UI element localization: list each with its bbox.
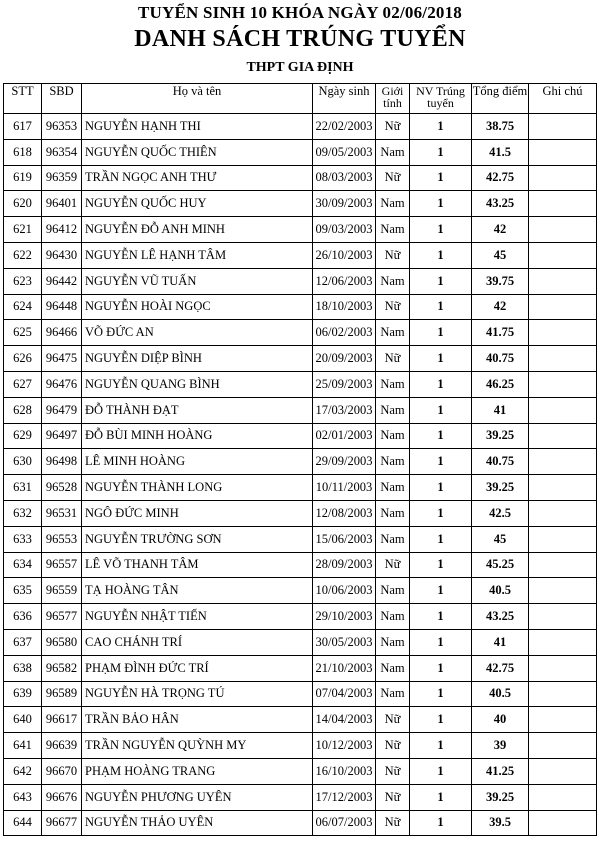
cell-dob: 29/09/2003 [313, 449, 376, 475]
cell-name: NGUYỄN THẢO UYÊN [82, 810, 313, 836]
cell-score: 40.5 [472, 681, 529, 707]
cell-name: TRẦN NGUYỄN QUỲNH MY [82, 733, 313, 759]
cell-nv: 1 [410, 629, 472, 655]
cell-sbd: 96354 [42, 139, 82, 165]
table-row [4, 268, 597, 294]
cell-gender: Nữ [376, 707, 410, 733]
cell-sbd: 96476 [42, 371, 82, 397]
cell-stt: 625 [4, 320, 42, 346]
cell-nv: 1 [410, 114, 472, 140]
cell-gender: Nam [376, 397, 410, 423]
cell-nv: 1 [410, 758, 472, 784]
cell-name: PHẠM HOÀNG TRANG [82, 758, 313, 784]
cell-sbd: 96466 [42, 320, 82, 346]
table-row [4, 707, 597, 733]
cell-score: 43.25 [472, 191, 529, 217]
cell-gender: Nữ [376, 114, 410, 140]
cell-dob: 17/03/2003 [313, 397, 376, 423]
cell-stt: 621 [4, 217, 42, 243]
cell-nv: 1 [410, 552, 472, 578]
cell-note [529, 604, 597, 630]
cell-gender: Nữ [376, 810, 410, 836]
cell-sbd: 96582 [42, 655, 82, 681]
cell-stt: 633 [4, 526, 42, 552]
cell-score: 39.25 [472, 475, 529, 501]
cell-gender: Nam [376, 500, 410, 526]
cell-stt: 643 [4, 784, 42, 810]
cell-sbd: 96589 [42, 681, 82, 707]
cell-sbd: 96359 [42, 165, 82, 191]
cell-nv: 1 [410, 346, 472, 372]
table-row [4, 449, 597, 475]
cell-gender: Nam [376, 217, 410, 243]
cell-note [529, 629, 597, 655]
cell-name: NGUYỄN QUỐC THIÊN [82, 139, 313, 165]
table-row [4, 139, 597, 165]
cell-gender: Nữ [376, 346, 410, 372]
cell-gender: Nam [376, 578, 410, 604]
cell-stt: 627 [4, 371, 42, 397]
cell-sbd: 96412 [42, 217, 82, 243]
cell-gender: Nữ [376, 784, 410, 810]
cell-nv: 1 [410, 320, 472, 346]
cell-dob: 10/11/2003 [313, 475, 376, 501]
cell-note [529, 397, 597, 423]
cell-name: PHẠM ĐÌNH ĐỨC TRÍ [82, 655, 313, 681]
cell-sbd: 96430 [42, 242, 82, 268]
cell-name: NGUYỄN QUỐC HUY [82, 191, 313, 217]
admission-table [3, 83, 597, 836]
cell-sbd: 96559 [42, 578, 82, 604]
table-row [4, 526, 597, 552]
cell-dob: 08/03/2003 [313, 165, 376, 191]
cell-score: 41.75 [472, 320, 529, 346]
cell-gender: Nam [376, 371, 410, 397]
cell-nv: 1 [410, 655, 472, 681]
table-row [4, 810, 597, 836]
cell-score: 39.75 [472, 268, 529, 294]
table-row [4, 320, 597, 346]
cell-note [529, 139, 597, 165]
cell-gender: Nam [376, 604, 410, 630]
cell-sbd: 96497 [42, 423, 82, 449]
cell-name: TẠ HOÀNG TÂN [82, 578, 313, 604]
cell-gender: Nữ [376, 733, 410, 759]
table-row [4, 242, 597, 268]
table-body [4, 114, 597, 836]
column-header-gender: Giới tính [376, 84, 410, 114]
cell-dob: 25/09/2003 [313, 371, 376, 397]
cell-dob: 30/09/2003 [313, 191, 376, 217]
cell-sbd: 96401 [42, 191, 82, 217]
cell-dob: 30/05/2003 [313, 629, 376, 655]
cell-dob: 16/10/2003 [313, 758, 376, 784]
cell-score: 42 [472, 217, 529, 243]
cell-nv: 1 [410, 165, 472, 191]
cell-note [529, 191, 597, 217]
cell-note [529, 165, 597, 191]
cell-name: TRẦN NGỌC ANH THƯ [82, 165, 313, 191]
column-header-score: Tổng điểm [472, 84, 529, 114]
table-row [4, 784, 597, 810]
cell-nv: 1 [410, 526, 472, 552]
school-name: THPT GIA ĐỊNH [246, 60, 354, 75]
cell-note [529, 449, 597, 475]
cell-dob: 17/12/2003 [313, 784, 376, 810]
table-row [4, 604, 597, 630]
cell-score: 40.5 [472, 578, 529, 604]
cell-dob: 12/06/2003 [313, 268, 376, 294]
column-header-stt: STT [4, 84, 42, 114]
document-heading: TUYỂN SINH 10 KHÓA NGÀY 02/06/2018 [137, 3, 462, 22]
cell-name: NGÔ ĐỨC MINH [82, 500, 313, 526]
table-row [4, 423, 597, 449]
cell-gender: Nữ [376, 552, 410, 578]
cell-gender: Nam [376, 475, 410, 501]
cell-score: 39.25 [472, 784, 529, 810]
cell-nv: 1 [410, 423, 472, 449]
cell-note [529, 707, 597, 733]
cell-name: LÊ VÕ THANH TÂM [82, 552, 313, 578]
cell-dob: 26/10/2003 [313, 242, 376, 268]
cell-sbd: 96531 [42, 500, 82, 526]
cell-score: 45 [472, 526, 529, 552]
cell-score: 39.25 [472, 423, 529, 449]
table-row [4, 681, 597, 707]
cell-gender: Nam [376, 139, 410, 165]
cell-dob: 06/07/2003 [313, 810, 376, 836]
cell-sbd: 96448 [42, 294, 82, 320]
cell-sbd: 96580 [42, 629, 82, 655]
cell-score: 41.5 [472, 139, 529, 165]
cell-nv: 1 [410, 681, 472, 707]
cell-nv: 1 [410, 139, 472, 165]
cell-name: CAO CHÁNH TRÍ [82, 629, 313, 655]
cell-note [529, 423, 597, 449]
cell-dob: 10/06/2003 [313, 578, 376, 604]
column-header-name: Họ và tên [82, 84, 313, 114]
cell-note [529, 294, 597, 320]
table-row [4, 758, 597, 784]
cell-score: 41.25 [472, 758, 529, 784]
cell-dob: 22/02/2003 [313, 114, 376, 140]
cell-sbd: 96498 [42, 449, 82, 475]
cell-gender: Nữ [376, 758, 410, 784]
cell-stt: 630 [4, 449, 42, 475]
cell-nv: 1 [410, 500, 472, 526]
cell-stt: 636 [4, 604, 42, 630]
cell-name: NGUYỄN VŨ TUẤN [82, 268, 313, 294]
cell-stt: 631 [4, 475, 42, 501]
column-header-sbd: SBD [42, 84, 82, 114]
cell-dob: 15/06/2003 [313, 526, 376, 552]
table-header-row [4, 84, 597, 114]
cell-sbd: 96676 [42, 784, 82, 810]
cell-nv: 1 [410, 217, 472, 243]
table-row [4, 371, 597, 397]
cell-score: 43.25 [472, 604, 529, 630]
cell-dob: 06/02/2003 [313, 320, 376, 346]
column-header-dob: Ngày sinh [313, 84, 376, 114]
cell-note [529, 371, 597, 397]
cell-dob: 14/04/2003 [313, 707, 376, 733]
cell-note [529, 346, 597, 372]
cell-note [529, 320, 597, 346]
cell-note [529, 217, 597, 243]
cell-score: 42.75 [472, 165, 529, 191]
cell-nv: 1 [410, 242, 472, 268]
cell-gender: Nam [376, 681, 410, 707]
cell-nv: 1 [410, 449, 472, 475]
cell-name: NGUYỄN NHẬT TIẾN [82, 604, 313, 630]
cell-gender: Nam [376, 423, 410, 449]
cell-score: 45.25 [472, 552, 529, 578]
cell-note [529, 784, 597, 810]
cell-nv: 1 [410, 707, 472, 733]
cell-name: ĐỖ BÙI MINH HOÀNG [82, 423, 313, 449]
cell-dob: 12/08/2003 [313, 500, 376, 526]
cell-dob: 07/04/2003 [313, 681, 376, 707]
cell-nv: 1 [410, 294, 472, 320]
cell-sbd: 96639 [42, 733, 82, 759]
cell-name: VÕ ĐỨC AN [82, 320, 313, 346]
cell-score: 40 [472, 707, 529, 733]
table-row [4, 217, 597, 243]
cell-score: 40.75 [472, 346, 529, 372]
table-row [4, 114, 597, 140]
table-row [4, 475, 597, 501]
cell-gender: Nam [376, 449, 410, 475]
cell-dob: 10/12/2003 [313, 733, 376, 759]
cell-name: TRẦN BẢO HÂN [82, 707, 313, 733]
cell-name: LÊ MINH HOÀNG [82, 449, 313, 475]
cell-name: NGUYỄN ĐỖ ANH MINH [82, 217, 313, 243]
table-row [4, 578, 597, 604]
cell-nv: 1 [410, 784, 472, 810]
cell-sbd: 96479 [42, 397, 82, 423]
cell-stt: 620 [4, 191, 42, 217]
table-row [4, 165, 597, 191]
cell-note [529, 681, 597, 707]
cell-score: 42.75 [472, 655, 529, 681]
cell-score: 40.75 [472, 449, 529, 475]
cell-name: ĐỖ THÀNH ĐẠT [82, 397, 313, 423]
cell-sbd: 96670 [42, 758, 82, 784]
cell-stt: 634 [4, 552, 42, 578]
table-row [4, 733, 597, 759]
cell-gender: Nữ [376, 294, 410, 320]
table-row [4, 346, 597, 372]
cell-sbd: 96528 [42, 475, 82, 501]
cell-gender: Nữ [376, 242, 410, 268]
cell-stt: 624 [4, 294, 42, 320]
cell-name: NGUYỄN TRƯỜNG SƠN [82, 526, 313, 552]
cell-name: NGUYỄN PHƯƠNG UYÊN [82, 784, 313, 810]
table-row [4, 500, 597, 526]
cell-nv: 1 [410, 475, 472, 501]
cell-stt: 635 [4, 578, 42, 604]
cell-stt: 626 [4, 346, 42, 372]
cell-name: NGUYỄN DIỆP BÌNH [82, 346, 313, 372]
cell-stt: 642 [4, 758, 42, 784]
cell-stt: 629 [4, 423, 42, 449]
cell-gender: Nữ [376, 165, 410, 191]
cell-stt: 637 [4, 629, 42, 655]
cell-stt: 640 [4, 707, 42, 733]
table-row [4, 294, 597, 320]
cell-sbd: 96617 [42, 707, 82, 733]
cell-stt: 638 [4, 655, 42, 681]
cell-note [529, 758, 597, 784]
cell-sbd: 96557 [42, 552, 82, 578]
cell-name: NGUYỄN THÀNH LONG [82, 475, 313, 501]
table-row [4, 191, 597, 217]
cell-score: 39.5 [472, 810, 529, 836]
cell-nv: 1 [410, 191, 472, 217]
document-title: DANH SÁCH TRÚNG TUYỂN [134, 26, 466, 52]
cell-note [529, 475, 597, 501]
cell-name: NGUYỄN HẠNH THI [82, 114, 313, 140]
cell-score: 45 [472, 242, 529, 268]
cell-sbd: 96353 [42, 114, 82, 140]
cell-stt: 639 [4, 681, 42, 707]
cell-dob: 29/10/2003 [313, 604, 376, 630]
table-row [4, 629, 597, 655]
cell-score: 41 [472, 629, 529, 655]
cell-note [529, 655, 597, 681]
cell-stt: 628 [4, 397, 42, 423]
cell-sbd: 96442 [42, 268, 82, 294]
cell-stt: 617 [4, 114, 42, 140]
cell-name: NGUYỄN HOÀI NGỌC [82, 294, 313, 320]
cell-nv: 1 [410, 268, 472, 294]
cell-score: 39 [472, 733, 529, 759]
cell-gender: Nam [376, 526, 410, 552]
cell-score: 42.5 [472, 500, 529, 526]
cell-note [529, 268, 597, 294]
cell-dob: 21/10/2003 [313, 655, 376, 681]
cell-nv: 1 [410, 578, 472, 604]
cell-dob: 18/10/2003 [313, 294, 376, 320]
cell-sbd: 96553 [42, 526, 82, 552]
cell-stt: 622 [4, 242, 42, 268]
cell-dob: 09/03/2003 [313, 217, 376, 243]
cell-sbd: 96677 [42, 810, 82, 836]
cell-nv: 1 [410, 810, 472, 836]
cell-stt: 619 [4, 165, 42, 191]
table-row [4, 655, 597, 681]
cell-name: NGUYỄN HÀ TRỌNG TÚ [82, 681, 313, 707]
cell-gender: Nam [376, 629, 410, 655]
cell-note [529, 242, 597, 268]
cell-score: 46.25 [472, 371, 529, 397]
cell-nv: 1 [410, 604, 472, 630]
cell-dob: 02/01/2003 [313, 423, 376, 449]
cell-note [529, 114, 597, 140]
cell-sbd: 96475 [42, 346, 82, 372]
column-header-note: Ghi chú [529, 84, 597, 114]
cell-dob: 09/05/2003 [313, 139, 376, 165]
cell-stt: 644 [4, 810, 42, 836]
column-header-nv: NV Trúng tuyển [410, 84, 472, 114]
cell-note [529, 526, 597, 552]
cell-note [529, 733, 597, 759]
cell-gender: Nam [376, 320, 410, 346]
cell-score: 38.75 [472, 114, 529, 140]
table-row [4, 552, 597, 578]
cell-score: 41 [472, 397, 529, 423]
cell-dob: 28/09/2003 [313, 552, 376, 578]
cell-nv: 1 [410, 371, 472, 397]
cell-sbd: 96577 [42, 604, 82, 630]
cell-gender: Nam [376, 191, 410, 217]
cell-nv: 1 [410, 733, 472, 759]
cell-stt: 632 [4, 500, 42, 526]
cell-stt: 618 [4, 139, 42, 165]
cell-score: 42 [472, 294, 529, 320]
cell-stt: 641 [4, 733, 42, 759]
cell-note [529, 500, 597, 526]
cell-gender: Nam [376, 655, 410, 681]
cell-note [529, 552, 597, 578]
cell-stt: 623 [4, 268, 42, 294]
cell-dob: 20/09/2003 [313, 346, 376, 372]
cell-name: NGUYỄN LÊ HẠNH TÂM [82, 242, 313, 268]
cell-nv: 1 [410, 397, 472, 423]
cell-note [529, 578, 597, 604]
cell-note [529, 810, 597, 836]
cell-gender: Nam [376, 268, 410, 294]
cell-name: NGUYỄN QUANG BÌNH [82, 371, 313, 397]
table-row [4, 397, 597, 423]
